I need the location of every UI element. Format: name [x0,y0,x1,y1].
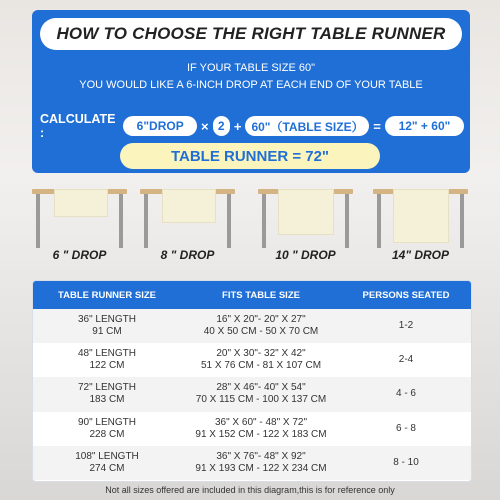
fits-size-cm: 91 X 152 CM - 122 X 183 CM [195,428,327,440]
table-leg [36,194,40,248]
persons-cell: 2-4 [398,354,414,366]
drop-label: 10 " DROP [275,248,336,262]
fits-size-in: 36" X 60" - 48" X 72" [214,416,308,428]
intro-line-2: YOU WOULD LIKE A 6-INCH DROP AT EACH END OF YOUR TABLE [79,79,423,91]
drop-8-illustration [140,183,235,263]
header-persons: PERSONS SEATED [362,289,450,301]
table-leg [144,194,148,248]
runner-length-cm: 228 CM [89,428,125,440]
result-expression-pill: 12" + 60" [385,116,464,136]
multiplier-pill: 2 [213,116,230,136]
table-row [33,412,471,446]
equals-sign: = [373,118,381,134]
calculate-label: CALCULATE : [40,112,116,140]
drop-6-illustration [32,183,127,263]
drop-illustrations [0,183,500,273]
page-title: HOW TO CHOOSE THE RIGHT TABLE RUNNER [40,18,462,50]
drop-pill: 6"DROP [123,116,197,136]
fits-size-in: 16" X 20"- 20" X 27" [216,314,306,326]
times-sign: × [200,118,209,134]
runner-size-cell [33,348,181,372]
table-header [33,281,471,309]
runner-size-cell [33,314,181,338]
intro-text [32,60,470,94]
drop-10-illustration [258,183,353,263]
fits-size-cm: 91 X 193 CM - 122 X 234 CM [195,462,327,474]
fits-size-cm: 70 X 115 CM - 100 X 137 CM [195,394,327,406]
table-row [33,309,471,343]
runner-length-in: 36" LENGTH [77,314,136,326]
runner-length-cm: 183 CM [89,394,125,406]
persons-cell: 6 - 8 [395,422,416,434]
persons-cell: 8 - 10 [393,456,419,468]
table-leg [262,194,266,248]
runner-drop [278,189,334,235]
header-runner-size: TABLE RUNNER SIZE [58,289,156,301]
drop-label: 8 " DROP [160,248,215,262]
intro-line-1: IF YOUR TABLE SIZE 60" [186,62,315,74]
persons-cell: 1-2 [398,320,414,332]
fits-size-in: 28" X 46"- 40" X 54" [216,382,306,394]
drop-14-illustration [373,183,468,263]
table-leg [345,194,349,248]
fits-size-in: 36" X 76"- 48" X 92" [216,450,306,462]
result-pill: TABLE RUNNER = 72" [120,143,380,169]
runner-drop [393,189,449,243]
table-row [33,446,471,480]
fits-size-cell [181,382,341,406]
table-row [33,377,471,411]
table-leg [227,194,231,248]
fits-size-cell [181,314,341,338]
runner-size-cell [33,382,181,406]
runner-length-in: 108" LENGTH [75,450,139,462]
table-row [33,343,471,377]
drop-label: 6 " DROP [52,248,107,262]
calculation-row [40,112,464,140]
runner-size-cell [33,451,181,475]
persons-cell: 4 - 6 [395,388,416,400]
plus-sign: + [233,118,242,134]
drop-label: 14" DROP [391,248,450,262]
fits-size-cell [181,451,341,475]
fits-size-cm: 51 X 76 CM - 81 X 107 CM [200,360,322,372]
runner-length-cm: 274 CM [89,462,125,474]
header-fits-table: FITS TABLE SIZE [222,289,300,301]
runner-length-in: 90" LENGTH [77,416,136,428]
fits-size-in: 20" X 30"- 32" X 42" [216,348,306,360]
table-size-pill: 60"（TABLE SIZE） [245,116,369,136]
runner-drop [162,189,216,223]
fits-size-cell [181,417,341,441]
table-leg [377,194,381,248]
footnote: Not all sizes offered are included in this diagram,this is for reference only [105,485,395,495]
table-leg [460,194,464,248]
runner-length-cm: 91 CM [92,326,122,338]
table-body [33,309,471,480]
runner-drop [54,189,108,217]
runner-length-in: 48" LENGTH [77,348,136,360]
fits-size-cell [181,348,341,372]
size-table [32,280,472,482]
runner-size-cell [33,417,181,441]
runner-length-in: 72" LENGTH [77,382,136,394]
runner-length-cm: 122 CM [89,360,125,372]
hero-panel [32,10,470,173]
fits-size-cm: 40 X 50 CM - 50 X 70 CM [203,326,319,338]
table-leg [119,194,123,248]
